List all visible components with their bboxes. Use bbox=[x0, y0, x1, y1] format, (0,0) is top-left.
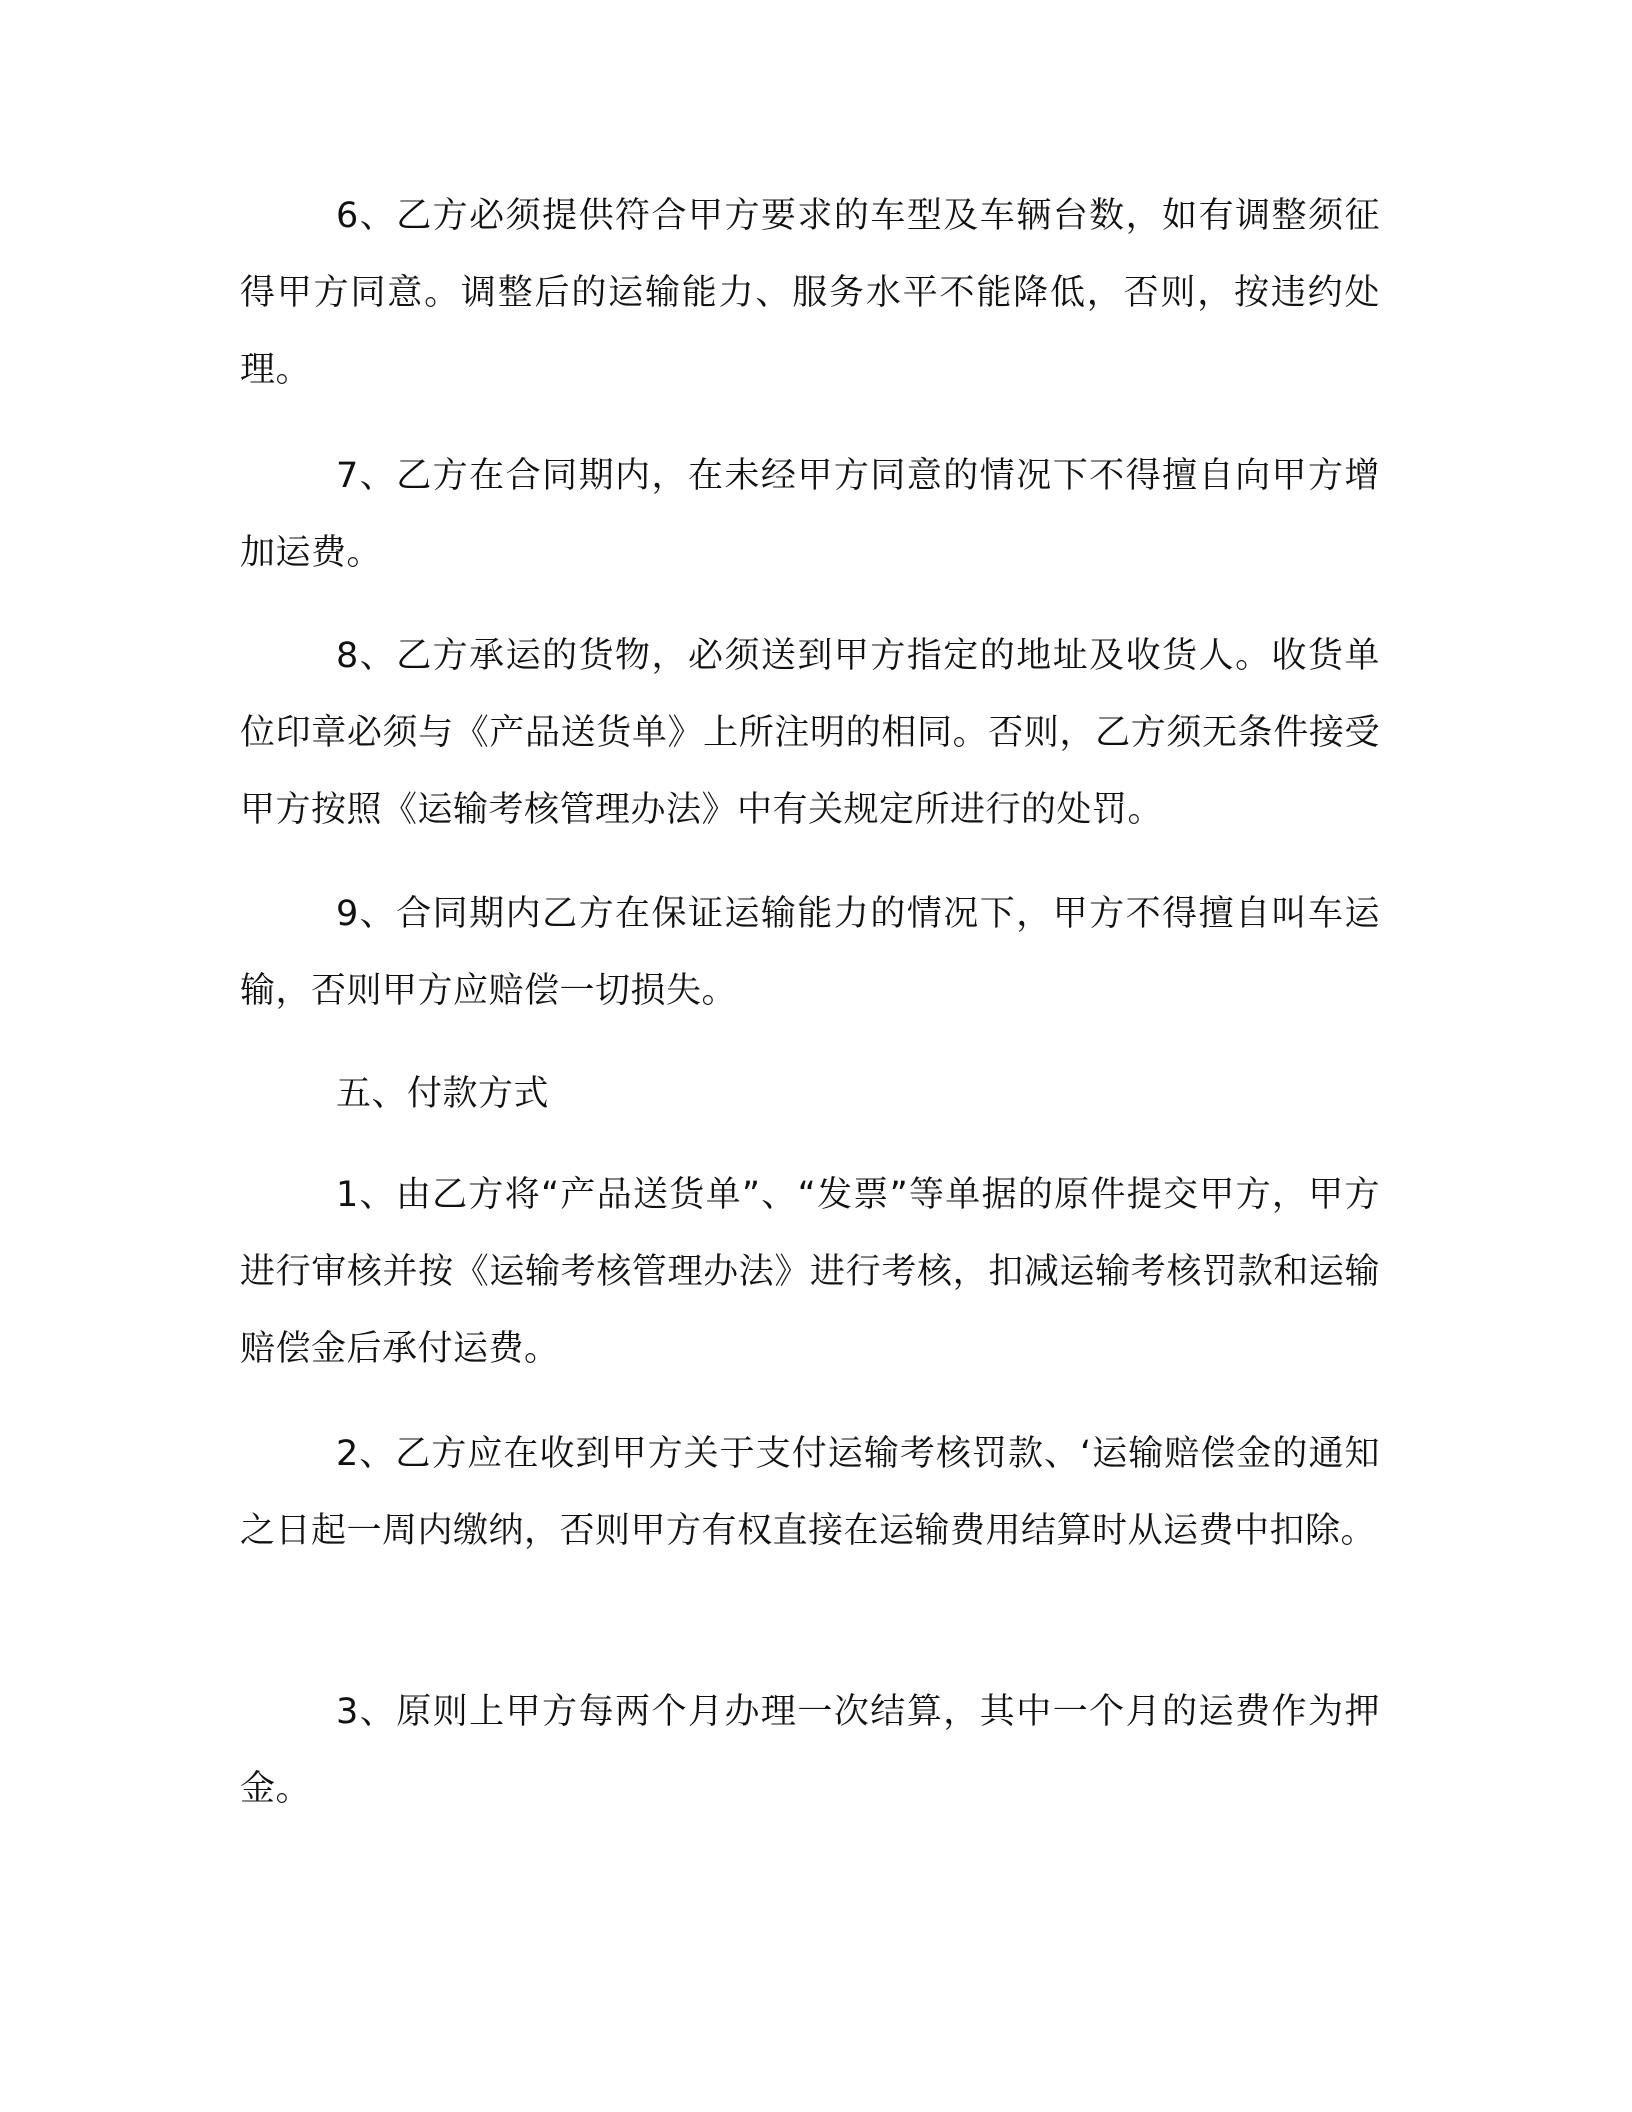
clause-6: 6、乙方必须提供符合甲方要求的车型及车辆台数，如有调整须征得甲方同意。调整后的运输能力、服务水平不能降低，否则，按违约处理。 bbox=[240, 196, 1380, 390]
section-heading-payment: 五、付款方式 bbox=[336, 1074, 550, 1114]
clause-7: 7、乙方在合同期内，在未经甲方同意的情况下不得擅自向甲方增加运费。 bbox=[240, 456, 1380, 573]
payment-clause-3: 3、原则上甲方每两个月办理一次结算，其中一个月的运费作为押金。 bbox=[240, 1692, 1380, 1809]
clause-9: 9、合同期内乙方在保证运输能力的情况下，甲方不得擅自叫车运输，否则甲方应赔偿一切损失。 bbox=[240, 894, 1380, 1011]
payment-clause-1: 1、由乙方将“产品送货单”、“发票”等单据的原件提交甲方，甲方进行审核并按《运输考核管理办法》进行考核，扣减运输考核罚款和运输赔偿金后承付运费。 bbox=[240, 1175, 1380, 1369]
clause-8: 8、乙方承运的货物，必须送到甲方指定的地址及收货人。收货单位印章必须与《产品送货单》上所注明的相同。否则，乙方须无条件接受甲方按照《运输考核管理办法》中有关规定所进行的处罚。 bbox=[240, 636, 1380, 830]
payment-clause-2: 2、乙方应在收到甲方关于支付运输考核罚款、‘运输赔偿金的通知之日起一周内缴纳，否则甲方有权直接在运输费用结算时从运费中扣除。 bbox=[240, 1434, 1380, 1551]
